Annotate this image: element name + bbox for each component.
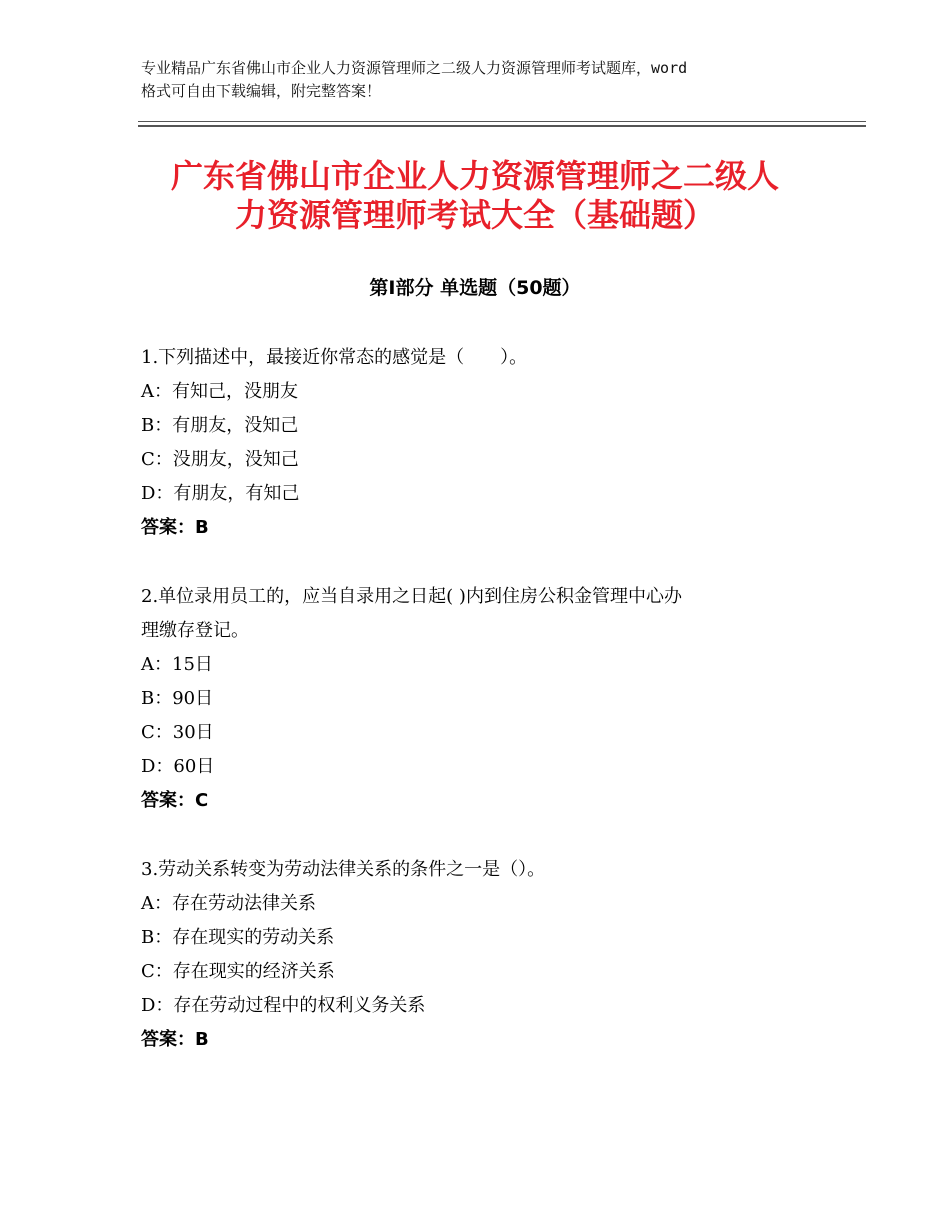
answer: 答案：B xyxy=(141,1029,209,1050)
question-text-line: 3.劳动关系转变为劳动法律关系的条件之一是（）。 xyxy=(141,859,546,880)
option-b: B：存在现实的劳动关系 xyxy=(141,927,335,948)
header-note-line-2: 格式可自由下载编辑，附完整答案！ xyxy=(141,82,382,100)
answer: 答案：B xyxy=(141,517,209,538)
option-c: C：30日 xyxy=(141,722,214,743)
question-1 xyxy=(141,341,821,545)
question-text-line: 1.下列描述中，最接近你常态的感觉是（ ）。 xyxy=(141,347,528,368)
question-text xyxy=(141,580,821,648)
option-b: B：90日 xyxy=(141,688,214,709)
question-text xyxy=(141,853,821,887)
option-a: A：15日 xyxy=(141,654,213,675)
option-a: A：存在劳动法律关系 xyxy=(141,893,316,914)
question-3 xyxy=(141,853,821,1057)
answer: 答案：C xyxy=(141,790,209,811)
option-d: D：60日 xyxy=(141,756,215,777)
option-b: B：有朋友，没知己 xyxy=(141,415,299,436)
header-rule-thin xyxy=(138,121,866,122)
option-c: C：存在现实的经济关系 xyxy=(141,961,335,982)
header-note xyxy=(141,57,821,103)
document-title-line-2: 力资源管理师考试大全（基础题） xyxy=(234,196,715,234)
section-heading: 第Ⅰ部分 单选题（50题） xyxy=(369,277,581,299)
header-rule-thick xyxy=(138,125,866,127)
question-text-line: 2.单位录用员工的，应当自录用之日起( )内到住房公积金管理中心办 xyxy=(141,586,682,607)
document-title-line-1: 广东省佛山市企业人力资源管理师之二级人 xyxy=(170,157,779,195)
option-d: D：存在劳动过程中的权利义务关系 xyxy=(141,995,426,1016)
header-note-line-1: 专业精品广东省佛山市企业人力资源管理师之二级人力资源管理师考试题库，word xyxy=(141,59,688,77)
question-2 xyxy=(141,580,821,818)
option-c: C：没朋友，没知己 xyxy=(141,449,299,470)
question-text xyxy=(141,341,821,375)
document-title xyxy=(100,157,850,235)
question-text-line: 理缴存登记。 xyxy=(141,620,249,641)
option-a: A：有知己，没朋友 xyxy=(141,381,298,402)
option-d: D：有朋友，有知己 xyxy=(141,483,300,504)
